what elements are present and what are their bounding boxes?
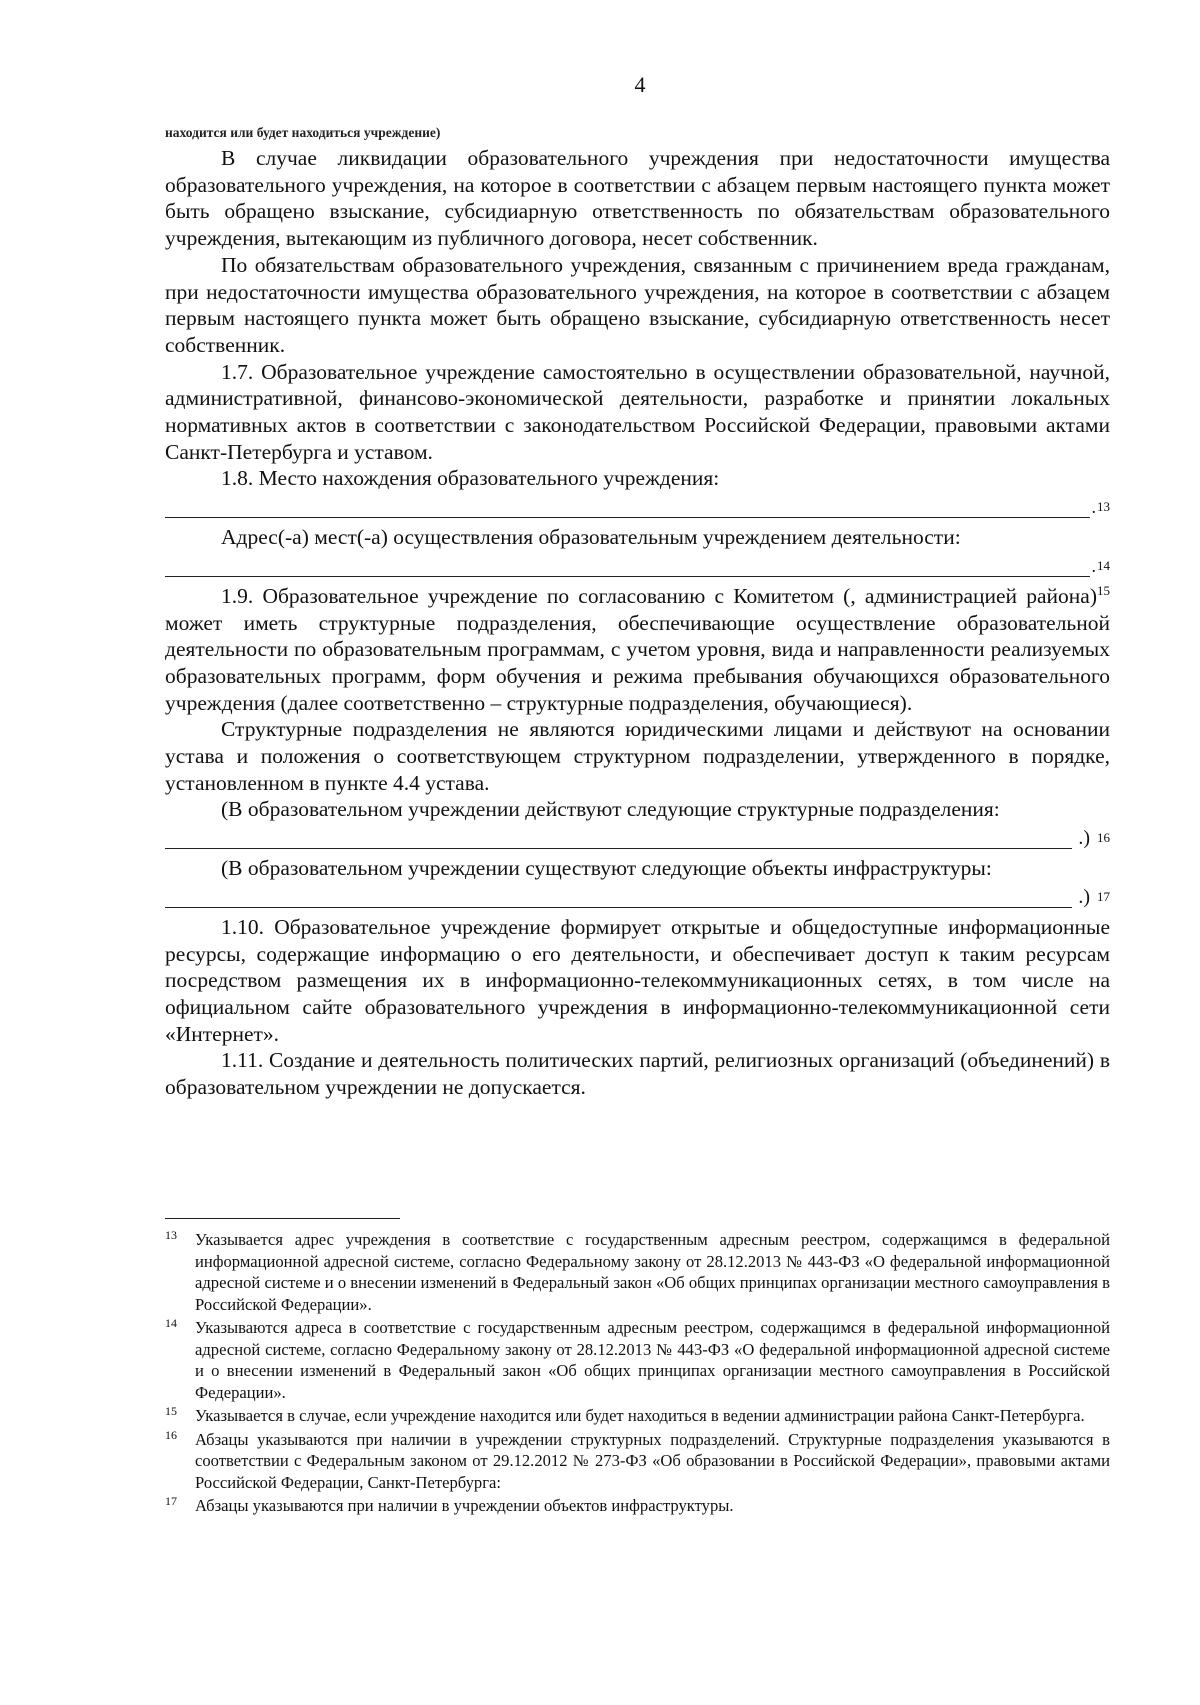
footnote-text: Указываются адреса в соответствие с государственным адресным реестром, содержащимся в федеральной информационной адресной системе, согласно Федеральному закону от 28.12.2013 № 443-ФЗ «О федеральной информационной адресной системе и о внесении изменений в Федеральный закон «Об общих принципах организации местного самоуправления в Российской Федерации». <box>195 1318 1110 1402</box>
footnote-text: Указывается в случае, если учреждение находится или будет находиться в ведении администрации района Санкт-Петербурга. <box>195 1406 1085 1425</box>
footnotes <box>165 1218 1110 1519</box>
paragraph-1-10: 1.10. Образовательное учреждение формирует открытые и общедоступные информационные ресурсы, содержащие информацию о его деятельности, и обеспечивает доступ к таким ресурсам посредством размещения их в информационно-телекоммуникационных сетях, в том числе на официальном сайте образовательного учреждения в информационно-телекоммуникационной сети «Интернет». <box>165 914 1110 1046</box>
footnote-text: Абзацы указываются при наличии в учреждении объектов инфраструктуры. <box>195 1496 734 1515</box>
paragraph-infrastructure-list: (В образовательном учреждении существуют следующие объекты инфраструктуры: <box>221 856 992 881</box>
blank-line <box>165 576 1090 577</box>
footnote-number: 17 <box>165 1494 177 1508</box>
footnote-16 <box>165 1429 1110 1494</box>
paragraph-activity-addresses: Адрес(-а) мест(-а) осуществления образовательным учреждением деятельности: <box>221 525 961 550</box>
blank-line <box>165 848 1072 849</box>
blank-line <box>165 907 1072 908</box>
paragraph-structural-units: Структурные подразделения не являются юридическими лицами и действуют на основании устава и положения о соответствующем структурном подразделении, утвержденного в порядке, установленном в пункте 4.4 устава. <box>165 717 1110 795</box>
footnote-ref-13: 13 <box>1097 499 1110 515</box>
footnote-17 <box>165 1495 1110 1517</box>
paragraph-harm-liability: По обязательствам образовательного учреждения, связанным с причинением вреда гражданам, при недостаточности имущества образовательного учреждения, на которое в соответствии с абзацем первым настоящего пункта может быть обращено взыскание, субсидиарную ответственность несет собственник. <box>165 252 1110 357</box>
fill-line-address <box>165 492 1110 524</box>
footnote-13 <box>165 1229 1110 1315</box>
paragraph-structural-units-list: (В образовательном учреждении действуют следующие структурные подразделения: <box>221 797 1000 822</box>
fill-line-structural-units <box>165 823 1110 855</box>
footnote-15 <box>165 1405 1110 1427</box>
header-note: находится или будет находиться учреждение) <box>165 125 441 140</box>
paragraph-1-7: 1.7. Образовательное учреждение самостоятельно в осуществлении образовательной, научной, административной, финансово-экономической деятельности, разработке и принятии локальных нормативных актов в соответствии с законодательством Российской Федерации, правовыми актами Санкт-Петербурга и уставом. <box>165 359 1110 464</box>
fill-period: . <box>1091 497 1096 518</box>
fill-close: .) <box>1078 827 1090 850</box>
footnote-number: 16 <box>165 1427 177 1442</box>
footnote-separator <box>165 1218 400 1219</box>
footnote-text: Указывается адрес учреждения в соответствие с государственным адресным реестром, содержащимся в федеральной информационной адресной системе, согласно Федеральному закону от 28.12.2013 № 443-ФЗ «О федеральной информационной адресной системе и о внесении изменений в Федеральный закон «Об общих принципах организации местного самоуправления в Российской Федерации». <box>195 1230 1110 1314</box>
footnote-ref-16: 16 <box>1097 830 1110 846</box>
footnote-number: 13 <box>165 1228 177 1242</box>
paragraph-liquidation: В случае ликвидации образовательного учреждения при недостаточности имущества образовательного учреждения, на которое в соответствии с абзацем первым настоящего пункта может быть обращено взыскание, субсидиарную ответственность по обязательствам образовательного учреждения, вытекающим из публичного договора, несет собственник. <box>165 146 1110 251</box>
paragraph-1-9-part-b: может иметь структурные подразделения, обеспечивающие осуществление образовательной деятельности по образовательным программам, с учетом уровня, вида и направленности реализуемых образовательных программ, форм обучения и режима пребывания обучающихся образовательного учреждения (далее соответственно – структурные подразделения, обучающиеся). <box>165 610 1110 715</box>
paragraph-1-8: 1.8. Место нахождения образовательного учреждения: <box>221 466 720 491</box>
paragraph-1-9 <box>165 583 1110 717</box>
footnote-text: Абзацы указываются при наличии в учреждении структурных подразделений. Структурные подразделения указываются в соответствии с Федеральным законом от 29.12.2012 № 273-ФЗ «Об образовании в Российской Федерации», правовыми актами Российской Федерации, Санкт-Петербурга: <box>195 1429 1110 1492</box>
paragraph-1-9-part-a: 1.9. Образовательное учреждение по согласованию с Комитетом (, администрацией района) <box>221 583 1097 608</box>
footnote-ref-14: 14 <box>1097 557 1110 573</box>
fill-line-activity-addresses <box>165 551 1110 583</box>
fill-line-infrastructure <box>165 882 1110 914</box>
page-number: 4 <box>634 72 646 97</box>
paragraph-1-11: 1.11. Создание и деятельность политических партий, религиозных организаций (объединений) в образовательном учреждении не допускается. <box>165 1048 1110 1100</box>
document-body <box>165 125 1110 1101</box>
footnote-number: 14 <box>165 1316 177 1330</box>
footnote-ref-17: 17 <box>1097 888 1110 904</box>
fill-period: . <box>1091 556 1096 577</box>
footnote-ref-15: 15 <box>1097 582 1110 598</box>
fill-close: .) <box>1078 886 1090 909</box>
blank-line <box>165 517 1090 518</box>
footnote-14 <box>165 1317 1110 1403</box>
footnote-number: 15 <box>165 1404 177 1418</box>
